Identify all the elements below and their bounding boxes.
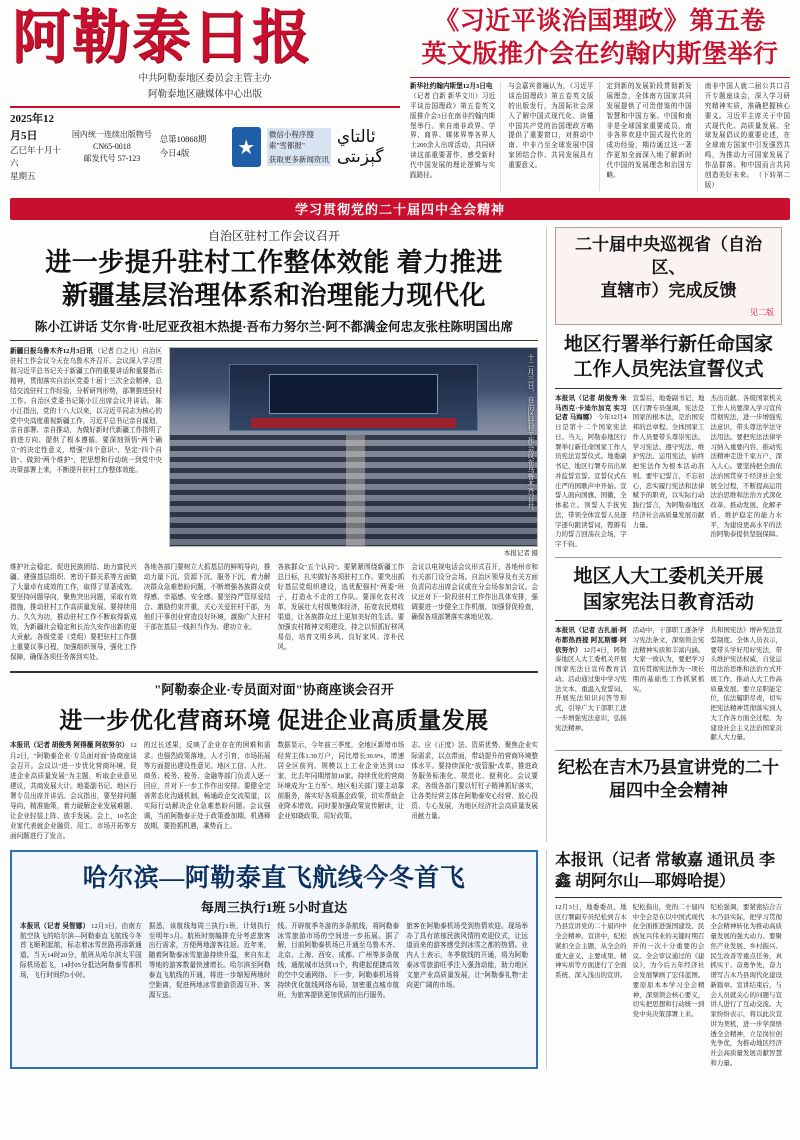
sidebar-box-title xyxy=(563,234,774,303)
bottom-section xyxy=(10,850,790,1069)
sponsor-line-1: 中共阿勒泰地区委员会主管主办 xyxy=(138,73,272,84)
flight-text: 旅客在阿勒泰机场受到热情欢迎。现场举办了具有浓郁民族风情的欢迎仪式，让远道而来的游客感受到冰雪之都的热情。业内人士表示，冬季航线的开通，将为阿勒泰冰雪旅游旺季注入强劲动能，助力地区文旅产业高质量发展，让"阿勒泰礼物"走向更广阔的市场。 xyxy=(406,922,528,989)
flight-subheadline: 每周三执行1班 5小时直达 xyxy=(200,899,348,915)
article1-body-left: 陈小江指出，党的十八大以来，以习近平同志为核心的党中央高度重视新疆工作，习近平总书记亲自谋划、亲自部署、亲自推动，为做好新时代新疆工作指明了前进方向、提供了根本遵循。要深刻领悟"两个确立"的决定性意义，增强"四个意识"、坚定"四个自信"、做到"两个维护"，把思想和行动统一到党中央决策部署上来，不断提升驻村工作整体效能。 xyxy=(10,397,162,475)
article-separator xyxy=(10,671,538,673)
article1-headline xyxy=(10,246,538,313)
sidebar-article1-column xyxy=(555,394,627,550)
wechat-line-2: 获取更多新闻资讯 xyxy=(267,153,331,166)
sidebar-highlight-box xyxy=(555,227,782,325)
sidebar-article2-columns xyxy=(555,626,782,743)
lead-story-header xyxy=(410,6,790,191)
article1-column: 会议以电视电话会议形式召开，各地州市和有关部门设分会场。自治区领导及有关方面负责同志出席会议或在分会场参加会议。会议还对下一阶段驻村工作作出具体安排，强调要进一步健全工作机制，加强督促检查，确保各项部署落实落地见效。 xyxy=(411,564,538,622)
page-body xyxy=(10,227,790,842)
article2-text: 数据显示，今年前三季度，全地区新增市场经营主体1.39万户，同比增长30.9%，增速居全区前列。规模以上工业企业达到132家，比去年同期增加18家。持续优化的营商环境成为"主力军"。地区相关部门要主动靠前服务，落实好各项惠企政策，切实帮助企业降本增效。同时要加强政策宣传解读，让企业知晓政策、用好政策。 xyxy=(277,742,405,820)
lead-headline xyxy=(410,6,790,71)
uighur-title: ئالتاي گېزىتى xyxy=(336,127,384,168)
article2-column xyxy=(10,741,137,841)
sidebar-box-title-line-2: 直辖市）完成反馈 xyxy=(600,280,737,300)
bottom-right-article xyxy=(546,850,782,1069)
license-number: 国内统一连续出版物号 CN65-0018 xyxy=(71,130,152,152)
sidebar-article2-text: 12月4日，阿勒泰地区人大工委机关开展国家宪法日宣传教育活动。活动通过集中学习宪法文本、重温入党誓词、开展宪法知识问答等形式，引导广大干部职工进一步增强宪法意识，弘扬宪法精神。 xyxy=(555,646,627,732)
issue-total: 总第10868期 xyxy=(159,134,207,145)
sidebar-article1-headline-line-2: 工作人员宪法宣誓仪式 xyxy=(573,359,764,381)
flight-dateline: 本报讯（记者 吴智娜） xyxy=(20,922,90,930)
sidebar-article1-column xyxy=(633,394,705,550)
lead-text: 南非中国人就二届公共口召开专题座谈会，深入学习研究精神实质，准确把握核心要义。习近平主席关于中国式现代化、高质量发展、全球发展倡议的重要论述，在全球南方国家中引发强烈共鸣，为推动力可国家发展了作品群落。和中国而言共同创造美好未来。 xyxy=(704,83,790,180)
article2-column xyxy=(278,741,405,841)
bottom-right-column: 纪松强调，要紧密结合吉木乃县实际，把学习贯彻全会精神转化为推动高质量发展的强大动力。要聚焦产业发展、乡村振兴、民生改善等重点任务，真抓实干、奋勇争先，奋力谱写吉木乃县现代化建设新篇章。宣讲结束后，与会人员就关心的问题与宣讲人进行了互动交流。大家纷纷表示，将以此次宣讲为契机，进一步学深悟透全会精神，立足岗位创先争优，为推动地区经济社会高质量发展贡献智慧和力量。 xyxy=(710,903,783,1067)
photo-screen xyxy=(269,374,438,414)
sidebar-article1-headline-line-1: 地区行署举行新任命国家 xyxy=(563,333,773,355)
article1-photo-wrap xyxy=(169,347,538,557)
flight-text: 据悉，该航线每周三执行1班，计划执行至明年3月。航班时刻编排充分考虑旅客出行需求，方便两地游客往返。近年来，随着阿勒泰冰雪旅游持续升温，来自东北等地的游客数量快速增长。哈尔滨至阿勒泰直飞航线的开通，将进一步缩短两地时空距离，促进两地冰雪旅游资源互补、客源互送。 xyxy=(148,922,271,999)
article1-top-row xyxy=(10,347,538,557)
lead-divider xyxy=(410,77,790,78)
article2-text: 志、应《正度》法、资质优势、聚焦企业实际需求，以点带面，带动提升的营商环境整体水平。要持续深化"放管服"改革，推进政务服务标准化、规范化、便利化。会议要求，各级各部门要以钉钉子精神抓好落实，让各类经营主体在阿勒泰安心经营、放心投资、专心发展，为地区经济社会高质量发展贡献力量。 xyxy=(411,742,538,820)
masthead-info xyxy=(10,111,400,182)
article2-columns xyxy=(10,741,538,841)
masthead xyxy=(10,6,790,191)
flight-column xyxy=(20,922,142,1001)
article2-column xyxy=(411,741,538,841)
sidebar-article1-text: 宣誓后，地委副书记、地区行署专员强调，宪法是国家的根本法，是治国安邦的总章程。全体国家工作人员要带头尊崇宪法、学习宪法、遵守宪法、维护宪法、运用宪法，始终把宪法作为根本活动准则。要牢记誓言、不忘初心，忠实履行宪法和法律赋予的职责，以实际行动践行誓言，为阿勒泰地区经济社会高质量发展贡献力量。 xyxy=(632,394,705,529)
date-lunar: 乙巳年十月十六 xyxy=(10,145,62,169)
article1-column: 各族群众"五个认同"。要紧紧围绕新疆工作总目标，扎实做好各项驻村工作。要突出抓好基层党组织建设，选优配强村"两委"班子，打造永不走的工作队。要深化农村改革，发展壮大村级集体经济，拓宽农民增收渠道，让各族群众过上更加美好的生活。要加强农村精神文明建设，持之以恒抓好移风易俗，培育文明乡风、良好家风、淳朴民风。 xyxy=(277,564,405,652)
article1-lede-column xyxy=(10,347,162,557)
newspaper-title: 阿勒泰日报 xyxy=(12,5,313,70)
lead-text: （记者 白新 新华文川）习近平谈治国理政》第五卷英文版推介会3日在南非约翰内斯堡举行。来自南非政界、学界、商界、媒体界等各界人士200余人出席活动，共同研读这部重要著作，感受新时代中国发展的理论逻辑与实践路径。 xyxy=(410,92,496,180)
issue-pages: 今日4版 xyxy=(159,148,190,159)
sponsor-line-2: 阿勒泰地区融媒体中心出版 xyxy=(147,89,262,100)
lead-column xyxy=(705,82,790,191)
article1-column: 维护社会稳定、促进民族团结、助力富民兴疆、建强基层组织、密切干群关系等方面做了大量卓有成效的工作，取得了显著成效。要坚持问题导向，聚焦突出问题，采取有效措施，推动驻村工作高质量发展。要持续用力、久久为功，推动驻村工作不断取得新成效，为新疆社会稳定和长治久安作出新的更大贡献。各级党委（党组）要把驻村工作摆上重要议事日程，加强组织领导，强化工作保障，确保各项任务落到实处。 xyxy=(10,564,137,662)
wechat-line-1: 微信小程序搜索"雪都报" xyxy=(267,128,331,153)
flight-text: 12月3日，由南方航空执飞的哈尔滨—阿勒泰直飞航线今冬首飞顺利起航，标志着冰雪丝路再添新通道。当天14时20分，航班从哈尔滨太平国际机场起飞，14时05分抵达阿勒泰雪都机场，飞行时间约5小时。 xyxy=(20,922,142,980)
lead-body xyxy=(410,82,790,191)
article1-columns xyxy=(10,563,538,663)
lead-column xyxy=(508,82,599,191)
photo-red-banner xyxy=(251,418,457,428)
lead-continued: （下转第二版） xyxy=(704,172,791,189)
lead-dateline: 新华社约翰内斯堡12月3日电 xyxy=(410,83,493,90)
lead-column xyxy=(607,82,698,191)
article1-byline: 陈小江讲话 艾尔肯·吐尼亚孜祖木热提·吾布力努尔兰·阿不都满金何忠友张柱陈明国出席 xyxy=(10,317,538,341)
flight-headline: 哈尔滨—阿勒泰直飞航线今冬首飞 xyxy=(82,864,466,892)
article1-dateline: 新疆日报乌鲁木齐12月3日讯 xyxy=(10,348,93,356)
flight-text: 线。开辟航季冬游的多条航线，将阿勒泰冰雪旅游市场的空间进一步拓展。据了解，目前阿勒泰机场已开通至乌鲁木齐、北京、上海、西安、成都、广州等多条航线，通航城市达到13个，构建起便捷高效的空中交通网络。下一步，阿勒泰机场将持续优化航线网络布局，加密重点城市航班，为旅客提供更加优质的出行服务。 xyxy=(277,922,400,999)
article2-text: 的过长述果，反映了企业存在的困难和需求。也强烈政策落地，人才引育，市场拓展等方面提出建设性意见。地区工信、人社、商务、税务、税务、金融等部门负责人逐一回应，并对下一步工作作出安排。要健全完善常态化沟通机制，畅通政企交流渠道，以实际行动解决企业急难愁盼问题。会议强调，当前阿勒泰正处于政策叠加期、机遇释放期，要抢抓机遇，乘势而上。 xyxy=(143,742,271,830)
sidebar-article1-column xyxy=(710,394,782,550)
sidebar-article2-text: 共和国宪法》增补宪法宣誓制度。全体人员表示，要带头学好用好宪法，带头维护宪法权威，自觉运用法治思维和法治方式开展工作，推动人大工作高质量发展。要立足职能定位，依法履职尽责，切实把宪法精神贯彻落实到人大工作各方面全过程，为建设社会主义法治国家贡献人大力量。 xyxy=(710,627,783,742)
article1-kicker: 自治区驻村工作会议召开 xyxy=(207,228,340,243)
sidebar-article2-column xyxy=(710,626,782,743)
lead-headline-line-1: 《习近平谈治国理政》第五卷 xyxy=(434,8,766,35)
sidebar-article1-dateline: 本报讯（记者 胡俊秀 朱马西克·卡迪尔加克 实习记者 马海娜） xyxy=(555,394,627,422)
article2-dateline: 本报讯（记者 胡俊秀 阿得薇 阿依努尔） xyxy=(10,742,129,750)
sidebar-separator xyxy=(555,557,782,558)
article2-kicker: "阿勒泰企业·专员面对面"协商座谈会召开 xyxy=(154,682,394,698)
photo-caption: 十二月三日，自治区驻村工作会议在乌鲁木齐召开。 xyxy=(527,354,535,516)
wechat-promo[interactable] xyxy=(267,128,331,166)
conference-photo xyxy=(169,347,538,547)
flight-column xyxy=(149,922,271,1001)
sidebar-box-note: 见二版 xyxy=(750,307,774,317)
article2-text: 12月2日，"阿勒泰企业·专员面对面"协商座谈会召开。会议以"进一步优化营商环境，促进企业高质量发展"为主题，听取企业意见建议，共商发展大计。地委副书记、地区行署专员出席并讲话。会议指出，要坚持问题导向，精准施策，着力破解企业发展难题，让企业轻装上阵、放手发展。会上，10名企业家代表就企业融资、用工、市场开拓等方面问题进行了发言。 xyxy=(10,742,137,840)
sidebar-article2-dateline: 本报讯（记者 古扎丽·阿布都热西提 阿瓦斯娜·阿依努尔） xyxy=(555,627,627,654)
sidebar-article2-text: 活动中，干部职工逐条学习宪法条文，深刻领会宪法精神实质和丰富内涵。大家一致认为，要把学习宣传贯彻宪法作为一项长期的基础性工作抓紧抓实。 xyxy=(632,627,705,693)
lead-column xyxy=(410,82,501,191)
sidebar-article2-column xyxy=(633,626,705,743)
article1-headline-line-1: 进一步提升驻村工作整体效能 着力推进 xyxy=(45,247,503,277)
sidebar-article1-columns xyxy=(555,394,782,550)
photo-aisle xyxy=(346,435,364,546)
article2-headline: 进一步优化营商环境 促进企业高质量发展 xyxy=(59,708,489,734)
lead-text: 与会嘉宾普遍认为，《习近平谈治国理政》第五卷英文版的出版发行，为国际社会深入了解中国式现代化、读懂中国共产党的治国理政方略提供了重要窗口，对推动中南、中非乃至全球发展中国家团结合作、共同发展具有重要意义。 xyxy=(508,83,594,170)
flight-column xyxy=(278,922,400,1001)
masthead-left xyxy=(10,6,400,183)
star-logo-icon: ★ xyxy=(232,127,261,167)
bottom-right-columns xyxy=(555,903,782,1069)
sidebar-article2-column xyxy=(555,626,627,743)
sidebar-article2-headline xyxy=(555,564,782,621)
lead-text: 定到新的发展阶段贯彻新发展理念，全体南方国家共同发展提供了可贵借鉴的中国智慧和中国方案。中国和南非是全球国家重要成员，南非各界欢迎中国式现代化的成功经验，期待通过这一著作更加全面深入地了解新时代中国的发展理念和治国方略。 xyxy=(606,83,692,180)
bottom-right-column: 纪松指出，党的二十届四中全会是在以中国式现代化全面推进强国建设、民族复兴伟业的关键时期召开的一次十分重要的会议。全会审议通过的《建议》，为今后五年经济社会发展擘画了宏伟蓝图。要原原本本学习全会精神，深刻领会核心要义，切实把思想和行动统一到党中央决策部署上来。 xyxy=(632,903,705,1019)
flight-columns xyxy=(20,922,528,1001)
sidebar-article2-headline-line-1: 地区人大工委机关开展 xyxy=(573,565,764,587)
issue-info xyxy=(160,133,226,160)
date-gregorian: 2025年12月5日 xyxy=(10,113,54,142)
sidebar-article1-headline xyxy=(555,332,782,389)
article2-column xyxy=(144,741,271,841)
article1-headline-line-2: 新疆基层治理体系和治理能力现代化 xyxy=(61,281,486,311)
bottom-right-column: 12月3日，地委委员、地区行署副专员纪松到吉木乃县宣讲党的二十届四中全会精神。宣讲中，纪松紧扣全会主题，从全会的重大意义、主要成果、精神实质等方面进行了全面系统、深入浅出的宣讲。 xyxy=(555,903,627,980)
license-info xyxy=(70,129,153,165)
sidebar-article1-text: 杰出贡献。各级国家机关工作人员要深入学习宣传贯彻宪法，进一步增强宪法意识，带头尊法学法守法用法。要把宪法法律学习纳入重要内容，推动宪法精神走进千家万户、深入人心。要坚持把全面依法治国贯穿于经济社会发展全过程，不断提高运用法治思维和法治方式深化改革、推动发展、化解矛盾、维护稳定的能力水平，为建设更高水平的法治阿勒泰提供坚强保障。 xyxy=(710,394,783,539)
sidebar-article2-headline-line-2: 国家宪法日教育活动 xyxy=(582,591,754,613)
main-column xyxy=(10,227,538,842)
sidebar-box-title-line-1: 二十届中央巡视省（自治区、 xyxy=(575,234,762,277)
sidebar-separator xyxy=(555,750,782,751)
article1-column: 各地各部门要树立大抓基层的鲜明导向，推动力量下沉、资源下沉、服务下沉，着力解决群众急难愁盼问题，不断增强各族群众获得感、幸福感、安全感。要坚持严管厚爱结合、激励约束并重，关心关爱驻村干部，为他们干事创业营造良好环境，激励广大驻村干部在基层一线担当作为、建功立业。 xyxy=(143,564,271,632)
sidebar-column xyxy=(546,227,782,842)
sidebar-article3-headline: 纪松在吉木乃县宣讲党的二十届四中全会精神 xyxy=(558,758,779,801)
flight-article xyxy=(10,850,538,1069)
bottom-right-dateline: 本报讯（记者 常敏嘉 通讯员 李鑫 胡阿尔山—耶姆哈提） xyxy=(555,850,782,898)
postal-code: 邮发代号 57-123 xyxy=(83,154,141,164)
masthead-divider xyxy=(10,106,400,108)
publication-date xyxy=(10,111,64,182)
date-weekday: 星期五 xyxy=(10,170,36,181)
flight-column xyxy=(406,922,528,1001)
campaign-banner: 学习贯彻党的二十届四中全会精神 xyxy=(10,198,790,220)
sidebar-article1-text: 今年12月4日是第十二个国家宪法日。当天，阿勒泰地区行署举行新任命国家工作人员宪法宣誓仪式。地委副书记、地区行署专员出席并监誓宣誓。宣誓仪式在庄严的国歌声中开始。宣誓人面向国旗、国徽，全体起立。领誓人手抚宪法，带领全体宣誓人员逐字逐句跟读誓词，铿锵有力的誓言回荡在会场，字字千钧。 xyxy=(555,414,627,549)
article1-lede-text: （记者 白之凡）自治区驻村工作会议今天在乌鲁木齐召开。会议深入学习贯彻习近平总书记关于新疆工作的重要讲话和重要指示精神，贯彻落实自治区党委十届十三次全会精神，总结交流驻村工作经验，分析研判形势，部署推进驻村工作。自治区党委书记陈小江出席会议并讲话。 xyxy=(10,348,163,405)
lead-headline-line-2: 英文版推介会在约翰内斯堡举行 xyxy=(421,40,779,68)
photo-credit: 本报记者 摄 xyxy=(503,550,538,558)
